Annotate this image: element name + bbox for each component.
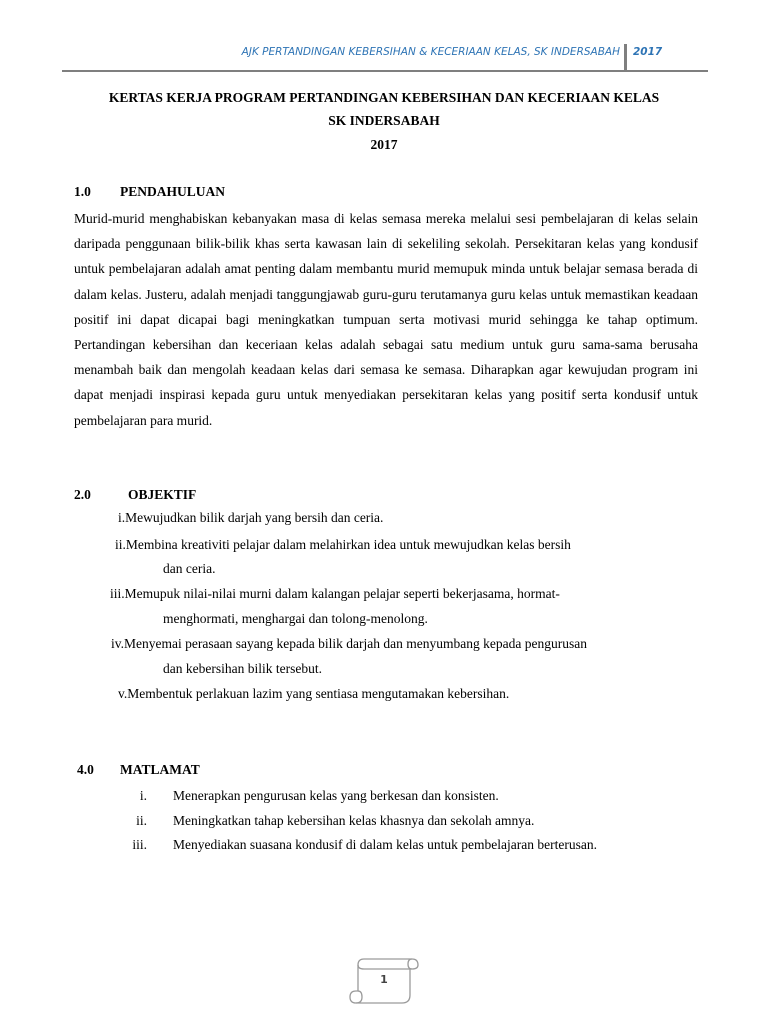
section-number: 1.0 [74, 184, 91, 199]
header-rule [62, 70, 708, 72]
header-divider [624, 44, 627, 71]
section-heading: MATLAMAT [120, 762, 200, 777]
list-number: iii. [132, 837, 147, 852]
list-number: ii. [136, 813, 147, 828]
list-item: Menyediakan suasana kondusif di dalam kelas untuk pembelajaran berterusan. [173, 837, 597, 852]
list-item-continuation: dan kebersihan bilik tersebut. [163, 661, 322, 676]
section-paragraph: Murid-murid menghabiskan kebanyakan masa di kelas semasa mereka melalui sesi pembelajaran di kelas selain daripada penggunaan bilik-bilik khas serta kawasan lain di sekeliling sekolah. Persekitaran kelas yang kondusif untuk pembelajaran adalah amat penting dalam membantu murid memupuk minda untuk belajar semasa berada di dalam kelas. Justeru, adalah menjadi tanggungjawab guru-guru terutamanya guru kelas untuk memastikan keadaan positif ini dapat dicapai bagi meningkatkan tumpuan serta motivasi murid sehingga ke tahap optimum. Pertandingan kebersihan dan keceriaan kelas adalah sebagai satu medium untuk guru sama-sama berusaha menambah baik dan mengolah keadaan kelas dari semasa ke semasa. Diharapkan agar kewujudan program ini dapat menjadi inspirasi kepada guru untuk menyediakan persekitaran kelas yang positif serta kondusif untuk pembelajaran para murid. [74, 211, 698, 428]
document-year: 2017 [370, 137, 398, 152]
document-title: KERTAS KERJA PROGRAM PERTANDINGAN KEBERSIHAN DAN KECERIAAN KELAS [108, 90, 660, 105]
section-number: 4.0 [77, 762, 94, 777]
document-subtitle: SK INDERSABAH [328, 113, 440, 128]
list-item: v.Membentuk perlakuan lazim yang sentiasa mengutamakan kebersihan. [118, 686, 510, 701]
list-item-continuation: menghormati, menghargai dan tolong-menolong. [163, 611, 428, 626]
section-heading: PENDAHULUAN [120, 184, 226, 199]
header-text: AJK PERTANDINGAN KEBERSIHAN & KECERIAAN KELAS, SK INDERSABAH [241, 46, 620, 58]
list-number: i. [139, 788, 147, 803]
list-item: Menerapkan pengurusan kelas yang berkesan dan konsisten. [173, 788, 499, 803]
list-item-continuation: dan ceria. [163, 561, 216, 576]
list-item: Meningkatkan tahap kebersihan kelas khasnya dan sekolah amnya. [173, 813, 535, 828]
section-heading: OBJEKTIF [128, 487, 197, 502]
list-item: ii.Membina kreativiti pelajar dalam melahirkan idea untuk mewujudkan kelas bersih [115, 537, 571, 552]
page-number: 1 [380, 973, 388, 986]
list-item: i.Mewujudkan bilik darjah yang bersih dan ceria. [118, 510, 384, 525]
list-item: iii.Memupuk nilai-nilai murni dalam kalangan pelajar seperti bekerjasama, hormat- [110, 586, 560, 601]
header-year: 2017 [633, 46, 663, 58]
section-number: 2.0 [74, 487, 91, 502]
list-item: iv.Menyemai perasaan sayang kepada bilik darjah dan menyumbang kepada pengurusan [111, 636, 587, 651]
